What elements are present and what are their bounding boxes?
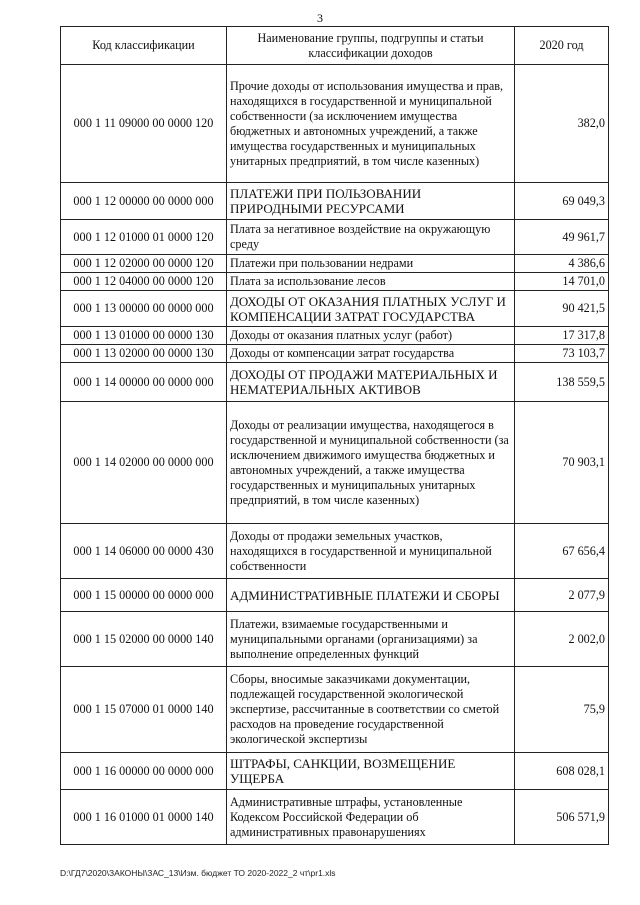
classification-name-cell: Плата за негативное воздействие на окружающую среду xyxy=(227,220,515,255)
value-2020-cell: 2 077,9 xyxy=(515,579,609,612)
table-row xyxy=(61,524,609,579)
classification-name-cell: АДМИНИСТРАТИВНЫЕ ПЛАТЕЖИ И СБОРЫ xyxy=(227,579,515,612)
classification-name-cell: ШТРАФЫ, САНКЦИИ, ВОЗМЕЩЕНИЕ УЩЕРБА xyxy=(227,753,515,790)
classification-code-cell: 000 1 13 01000 00 0000 130 xyxy=(61,327,227,345)
classification-name-cell: Доходы от продажи земельных участков, находящихся в государственной и муниципальной собственности xyxy=(227,524,515,579)
table-row xyxy=(61,273,609,291)
classification-name-cell: ДОХОДЫ ОТ ПРОДАЖИ МАТЕРИАЛЬНЫХ И НЕМАТЕРИАЛЬНЫХ АКТИВОВ xyxy=(227,363,515,402)
classification-code-cell: 000 1 13 00000 00 0000 000 xyxy=(61,291,227,327)
file-path-footer: D:\ГД7\2020\ЗАКОНЫ\ЗАС_13\Изм. бюджет ТО 2020-2022_2 чт\pr1.xls xyxy=(60,868,336,878)
value-2020-cell: 49 961,7 xyxy=(515,220,609,255)
value-2020-cell: 14 701,0 xyxy=(515,273,609,291)
value-2020-cell: 4 386,6 xyxy=(515,255,609,273)
table-row xyxy=(61,790,609,845)
table-row xyxy=(61,402,609,524)
value-2020-cell: 382,0 xyxy=(515,65,609,183)
classification-code-cell: 000 1 12 02000 00 0000 120 xyxy=(61,255,227,273)
table-row xyxy=(61,327,609,345)
classification-code-cell: 000 1 16 00000 00 0000 000 xyxy=(61,753,227,790)
value-2020-cell: 73 103,7 xyxy=(515,345,609,363)
value-2020-cell: 75,9 xyxy=(515,667,609,753)
page-number: 3 xyxy=(317,11,323,25)
value-2020-cell: 69 049,3 xyxy=(515,183,609,220)
table-row xyxy=(61,183,609,220)
header-year: 2020 год xyxy=(515,27,609,65)
table-row xyxy=(61,579,609,612)
classification-name-cell: Доходы от реализации имущества, находящегося в государственной и муниципальной собственности (за исключением движимого имущества бюджетных и автономных учреждений, а также имущества государственных и муниципальных унитарных предприятий, в том числе казенных) xyxy=(227,402,515,524)
value-2020-cell: 138 559,5 xyxy=(515,363,609,402)
revenue-classification-table xyxy=(60,26,609,845)
classification-code-cell: 000 1 12 00000 00 0000 000 xyxy=(61,183,227,220)
classification-name-cell: Доходы от компенсации затрат государства xyxy=(227,345,515,363)
classification-code-cell: 000 1 15 00000 00 0000 000 xyxy=(61,579,227,612)
classification-name-cell: Прочие доходы от использования имущества и прав, находящихся в государственной и муниципальной собственности (за исключением имущества бюджетных и автономных учреждений, а также имущества государственных и муниципальных унитарных предприятий, в том числе казенных) xyxy=(227,65,515,183)
classification-code-cell: 000 1 14 00000 00 0000 000 xyxy=(61,363,227,402)
table-row xyxy=(61,291,609,327)
value-2020-cell: 67 656,4 xyxy=(515,524,609,579)
classification-code-cell: 000 1 13 02000 00 0000 130 xyxy=(61,345,227,363)
table-header-row xyxy=(61,27,609,65)
classification-name-cell: Платежи, взимаемые государственными и муниципальными органами (организациями) за выполнение определенных функций xyxy=(227,612,515,667)
value-2020-cell: 70 903,1 xyxy=(515,402,609,524)
classification-name-cell: Сборы, вносимые заказчиками документации, подлежащей государственной экологической экспертизе, рассчитанные в соответствии со сметой расходов на проведение государственной экологической экспертизы xyxy=(227,667,515,753)
table-row xyxy=(61,667,609,753)
classification-code-cell: 000 1 12 01000 01 0000 120 xyxy=(61,220,227,255)
classification-code-cell: 000 1 16 01000 01 0000 140 xyxy=(61,790,227,845)
classification-name-cell: Доходы от оказания платных услуг (работ) xyxy=(227,327,515,345)
classification-name-cell: ДОХОДЫ ОТ ОКАЗАНИЯ ПЛАТНЫХ УСЛУГ И КОМПЕНСАЦИИ ЗАТРАТ ГОСУДАРСТВА xyxy=(227,291,515,327)
table-row xyxy=(61,753,609,790)
header-code: Код классификации xyxy=(61,27,227,65)
table-row xyxy=(61,612,609,667)
header-name: Наименование группы, подгруппы и статьи классификации доходов xyxy=(227,27,515,65)
table-row xyxy=(61,255,609,273)
table-body xyxy=(61,65,609,845)
value-2020-cell: 608 028,1 xyxy=(515,753,609,790)
classification-name-cell: Платежи при пользовании недрами xyxy=(227,255,515,273)
classification-code-cell: 000 1 15 07000 01 0000 140 xyxy=(61,667,227,753)
table-row xyxy=(61,220,609,255)
classification-code-cell: 000 1 11 09000 00 0000 120 xyxy=(61,65,227,183)
classification-code-cell: 000 1 12 04000 00 0000 120 xyxy=(61,273,227,291)
value-2020-cell: 90 421,5 xyxy=(515,291,609,327)
value-2020-cell: 2 002,0 xyxy=(515,612,609,667)
table-row xyxy=(61,345,609,363)
value-2020-cell: 17 317,8 xyxy=(515,327,609,345)
classification-name-cell: ПЛАТЕЖИ ПРИ ПОЛЬЗОВАНИИ ПРИРОДНЫМИ РЕСУРСАМИ xyxy=(227,183,515,220)
table-row xyxy=(61,363,609,402)
classification-code-cell: 000 1 14 02000 00 0000 000 xyxy=(61,402,227,524)
classification-code-cell: 000 1 14 06000 00 0000 430 xyxy=(61,524,227,579)
value-2020-cell: 506 571,9 xyxy=(515,790,609,845)
table-row xyxy=(61,65,609,183)
classification-name-cell: Плата за использование лесов xyxy=(227,273,515,291)
classification-name-cell: Административные штрафы, установленные Кодексом Российской Федерации об административных правонарушениях xyxy=(227,790,515,845)
classification-code-cell: 000 1 15 02000 00 0000 140 xyxy=(61,612,227,667)
